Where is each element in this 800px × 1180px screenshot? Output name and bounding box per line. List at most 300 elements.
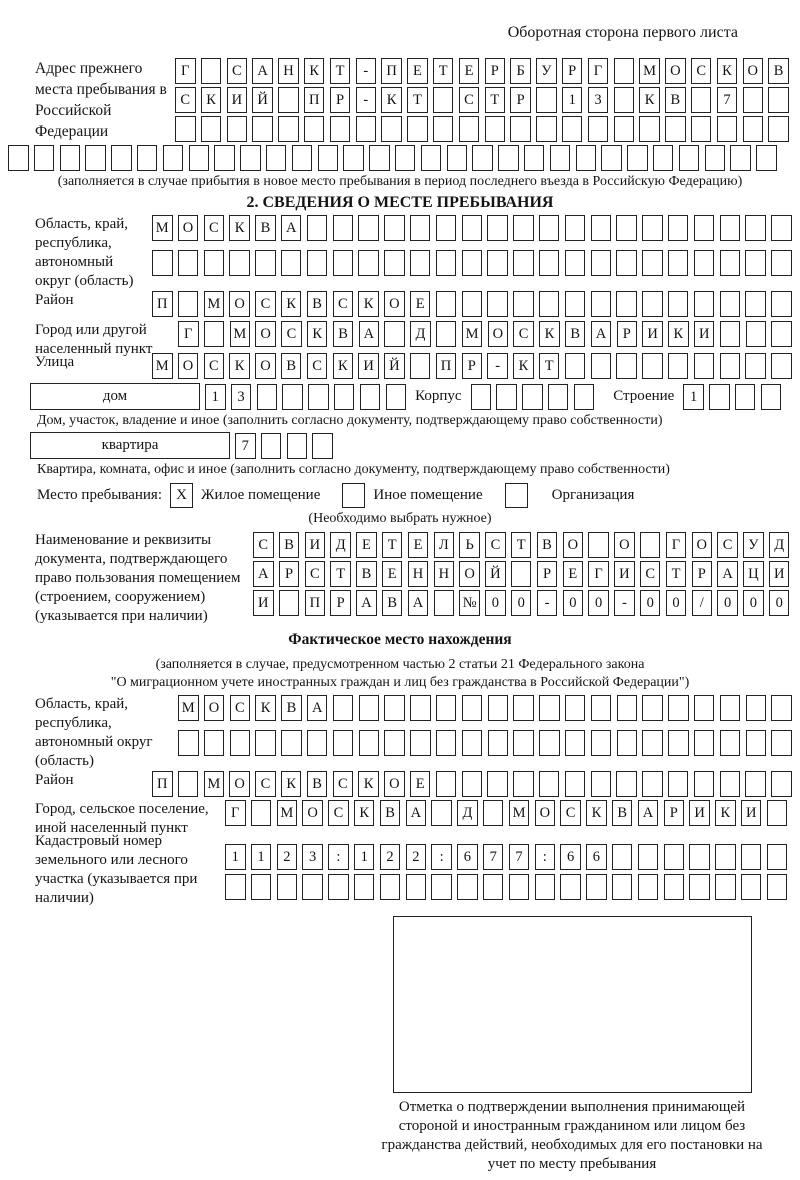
char-cell[interactable]: И	[769, 561, 790, 587]
char-cell[interactable]: О	[178, 353, 199, 379]
char-cell[interactable]	[536, 116, 557, 142]
char-cell[interactable]	[292, 145, 313, 171]
char-cell[interactable]: М	[204, 291, 225, 317]
char-cell[interactable]	[513, 695, 534, 721]
char-cell[interactable]: О	[384, 291, 405, 317]
char-cell[interactable]: 0	[666, 590, 687, 616]
char-cell[interactable]: Е	[382, 561, 403, 587]
other-premise-checkbox[interactable]	[342, 483, 365, 508]
char-cell[interactable]	[745, 771, 766, 797]
char-cell[interactable]	[627, 145, 648, 171]
char-cell[interactable]	[457, 874, 478, 900]
char-cell[interactable]: К	[201, 87, 222, 113]
char-cell[interactable]	[639, 116, 660, 142]
char-cell[interactable]: С	[204, 215, 225, 241]
char-cell[interactable]	[574, 384, 595, 410]
char-cell[interactable]: К	[333, 353, 354, 379]
char-cell[interactable]	[384, 215, 405, 241]
char-cell[interactable]	[410, 730, 431, 756]
char-cell[interactable]: К	[354, 800, 375, 826]
char-cell[interactable]	[498, 145, 519, 171]
char-cell[interactable]	[354, 874, 375, 900]
char-cell[interactable]	[616, 291, 637, 317]
char-cell[interactable]	[266, 145, 287, 171]
char-cell[interactable]	[591, 771, 612, 797]
char-cell[interactable]: Е	[407, 58, 428, 84]
char-cell[interactable]	[756, 145, 777, 171]
char-cell[interactable]	[312, 433, 333, 459]
char-cell[interactable]: 0	[588, 590, 609, 616]
char-cell[interactable]: Т	[382, 532, 403, 558]
char-cell[interactable]	[668, 695, 689, 721]
char-cell[interactable]	[472, 145, 493, 171]
char-cell[interactable]	[539, 250, 560, 276]
char-cell[interactable]: С	[227, 58, 248, 84]
char-cell[interactable]	[591, 215, 612, 241]
char-cell[interactable]: М	[178, 695, 199, 721]
char-cell[interactable]	[642, 250, 663, 276]
char-cell[interactable]	[616, 771, 637, 797]
char-cell[interactable]	[576, 145, 597, 171]
char-cell[interactable]	[328, 874, 349, 900]
char-cell[interactable]	[535, 874, 556, 900]
char-cell[interactable]: Р	[330, 87, 351, 113]
char-cell[interactable]	[384, 695, 405, 721]
char-cell[interactable]	[586, 874, 607, 900]
char-cell[interactable]	[307, 730, 328, 756]
char-cell[interactable]	[380, 874, 401, 900]
char-cell[interactable]	[741, 844, 762, 870]
char-cell[interactable]	[282, 384, 303, 410]
char-cell[interactable]	[513, 291, 534, 317]
char-cell[interactable]	[612, 874, 633, 900]
char-cell[interactable]: К	[513, 353, 534, 379]
char-cell[interactable]	[510, 116, 531, 142]
char-cell[interactable]: :	[328, 844, 349, 870]
char-cell[interactable]: М	[204, 771, 225, 797]
char-cell[interactable]: Е	[410, 291, 431, 317]
char-cell[interactable]: К	[539, 321, 560, 347]
char-cell[interactable]: А	[408, 590, 429, 616]
char-cell[interactable]	[565, 215, 586, 241]
char-cell[interactable]: М	[462, 321, 483, 347]
char-cell[interactable]: В	[565, 321, 586, 347]
char-cell[interactable]: К	[281, 291, 302, 317]
char-cell[interactable]	[34, 145, 55, 171]
char-cell[interactable]	[638, 844, 659, 870]
char-cell[interactable]: В	[255, 215, 276, 241]
char-cell[interactable]	[356, 116, 377, 142]
char-cell[interactable]	[668, 771, 689, 797]
char-cell[interactable]	[694, 353, 715, 379]
char-cell[interactable]: Л	[434, 532, 455, 558]
char-cell[interactable]	[565, 730, 586, 756]
char-cell[interactable]	[720, 215, 741, 241]
char-cell[interactable]	[189, 145, 210, 171]
char-cell[interactable]: 7	[235, 433, 256, 459]
char-cell[interactable]	[720, 730, 741, 756]
char-cell[interactable]	[668, 730, 689, 756]
char-cell[interactable]	[668, 215, 689, 241]
char-cell[interactable]: В	[307, 291, 328, 317]
char-cell[interactable]	[771, 695, 792, 721]
char-cell[interactable]	[384, 730, 405, 756]
char-cell[interactable]	[638, 874, 659, 900]
char-cell[interactable]: В	[382, 590, 403, 616]
char-cell[interactable]	[496, 384, 517, 410]
char-cell[interactable]	[488, 730, 509, 756]
char-cell[interactable]: 7	[483, 844, 504, 870]
char-cell[interactable]	[436, 695, 457, 721]
char-cell[interactable]	[225, 874, 246, 900]
char-cell[interactable]: П	[152, 771, 173, 797]
char-cell[interactable]	[745, 353, 766, 379]
char-cell[interactable]: К	[229, 215, 250, 241]
char-cell[interactable]	[730, 145, 751, 171]
char-cell[interactable]: И	[253, 590, 274, 616]
char-cell[interactable]	[483, 874, 504, 900]
char-cell[interactable]: 1	[683, 384, 704, 410]
char-cell[interactable]: Н	[408, 561, 429, 587]
char-cell[interactable]	[591, 730, 612, 756]
char-cell[interactable]	[431, 800, 452, 826]
char-cell[interactable]: Д	[330, 532, 351, 558]
char-cell[interactable]: Г	[225, 800, 246, 826]
char-cell[interactable]: 2	[277, 844, 298, 870]
char-cell[interactable]: Р	[462, 353, 483, 379]
char-cell[interactable]: С	[281, 321, 302, 347]
char-cell[interactable]	[640, 532, 661, 558]
char-cell[interactable]: В	[537, 532, 558, 558]
char-cell[interactable]	[715, 844, 736, 870]
char-cell[interactable]	[668, 353, 689, 379]
char-cell[interactable]	[251, 874, 272, 900]
char-cell[interactable]	[281, 250, 302, 276]
char-cell[interactable]: 0	[769, 590, 790, 616]
char-cell[interactable]: 0	[717, 590, 738, 616]
char-cell[interactable]: И	[642, 321, 663, 347]
char-cell[interactable]	[462, 291, 483, 317]
char-cell[interactable]: Н	[434, 561, 455, 587]
char-cell[interactable]: О	[255, 353, 276, 379]
char-cell[interactable]: В	[333, 321, 354, 347]
char-cell[interactable]	[433, 87, 454, 113]
char-cell[interactable]: Р	[692, 561, 713, 587]
char-cell[interactable]: О	[563, 532, 584, 558]
char-cell[interactable]: И	[305, 532, 326, 558]
char-cell[interactable]	[307, 215, 328, 241]
char-cell[interactable]	[278, 87, 299, 113]
char-cell[interactable]: Р	[279, 561, 300, 587]
char-cell[interactable]: :	[431, 844, 452, 870]
char-cell[interactable]: №	[459, 590, 480, 616]
char-cell[interactable]	[360, 384, 381, 410]
char-cell[interactable]	[462, 215, 483, 241]
char-cell[interactable]	[287, 433, 308, 459]
char-cell[interactable]: 3	[302, 844, 323, 870]
char-cell[interactable]	[588, 116, 609, 142]
char-cell[interactable]: М	[230, 321, 251, 347]
char-cell[interactable]	[694, 215, 715, 241]
char-cell[interactable]	[214, 145, 235, 171]
char-cell[interactable]: К	[307, 321, 328, 347]
char-cell[interactable]	[359, 695, 380, 721]
char-cell[interactable]	[601, 145, 622, 171]
char-cell[interactable]	[745, 250, 766, 276]
char-cell[interactable]: 0	[743, 590, 764, 616]
char-cell[interactable]: С	[255, 771, 276, 797]
char-cell[interactable]: О	[302, 800, 323, 826]
char-cell[interactable]: А	[253, 561, 274, 587]
char-cell[interactable]: 7	[509, 844, 530, 870]
char-cell[interactable]	[771, 771, 792, 797]
char-cell[interactable]: -	[487, 353, 508, 379]
char-cell[interactable]: Е	[408, 532, 429, 558]
char-cell[interactable]	[152, 250, 173, 276]
char-cell[interactable]: -	[356, 58, 377, 84]
char-cell[interactable]: А	[591, 321, 612, 347]
char-cell[interactable]	[767, 800, 788, 826]
char-cell[interactable]	[746, 695, 767, 721]
char-cell[interactable]	[560, 874, 581, 900]
char-cell[interactable]	[334, 384, 355, 410]
char-cell[interactable]: /	[692, 590, 713, 616]
char-cell[interactable]: К	[586, 800, 607, 826]
char-cell[interactable]	[720, 771, 741, 797]
char-cell[interactable]: Й	[485, 561, 506, 587]
char-cell[interactable]: И	[614, 561, 635, 587]
char-cell[interactable]	[694, 250, 715, 276]
char-cell[interactable]: В	[281, 695, 302, 721]
char-cell[interactable]	[333, 730, 354, 756]
char-cell[interactable]: С	[691, 58, 712, 84]
char-cell[interactable]	[462, 730, 483, 756]
char-cell[interactable]	[617, 695, 638, 721]
char-cell[interactable]: Д	[410, 321, 431, 347]
char-cell[interactable]	[642, 695, 663, 721]
char-cell[interactable]	[741, 874, 762, 900]
char-cell[interactable]	[406, 874, 427, 900]
char-cell[interactable]	[550, 145, 571, 171]
char-cell[interactable]: Г	[175, 58, 196, 84]
char-cell[interactable]: 1	[205, 384, 226, 410]
char-cell[interactable]: В	[380, 800, 401, 826]
char-cell[interactable]	[679, 145, 700, 171]
char-cell[interactable]	[668, 291, 689, 317]
char-cell[interactable]	[642, 291, 663, 317]
char-cell[interactable]	[591, 291, 612, 317]
char-cell[interactable]: 6	[457, 844, 478, 870]
char-cell[interactable]: С	[204, 353, 225, 379]
char-cell[interactable]	[204, 730, 225, 756]
char-cell[interactable]	[588, 532, 609, 558]
char-cell[interactable]: Б	[510, 58, 531, 84]
char-cell[interactable]	[694, 771, 715, 797]
char-cell[interactable]: О	[459, 561, 480, 587]
char-cell[interactable]	[436, 291, 457, 317]
char-cell[interactable]	[487, 215, 508, 241]
char-cell[interactable]: О	[178, 215, 199, 241]
char-cell[interactable]	[653, 145, 674, 171]
char-cell[interactable]	[279, 590, 300, 616]
char-cell[interactable]	[318, 145, 339, 171]
char-cell[interactable]	[771, 321, 792, 347]
char-cell[interactable]: Д	[769, 532, 790, 558]
char-cell[interactable]	[407, 116, 428, 142]
char-cell[interactable]: Г	[666, 532, 687, 558]
char-cell[interactable]: А	[359, 321, 380, 347]
char-cell[interactable]: А	[356, 590, 377, 616]
char-cell[interactable]: В	[307, 771, 328, 797]
char-cell[interactable]	[694, 291, 715, 317]
char-cell[interactable]	[642, 215, 663, 241]
char-cell[interactable]: Т	[330, 58, 351, 84]
char-cell[interactable]: 2	[380, 844, 401, 870]
char-cell[interactable]: С	[333, 771, 354, 797]
char-cell[interactable]	[771, 353, 792, 379]
char-cell[interactable]	[612, 844, 633, 870]
char-cell[interactable]	[614, 87, 635, 113]
char-cell[interactable]	[278, 116, 299, 142]
char-cell[interactable]	[227, 116, 248, 142]
char-cell[interactable]	[745, 215, 766, 241]
char-cell[interactable]	[257, 384, 278, 410]
char-cell[interactable]	[381, 116, 402, 142]
char-cell[interactable]: С	[485, 532, 506, 558]
char-cell[interactable]: П	[381, 58, 402, 84]
char-cell[interactable]	[642, 353, 663, 379]
char-cell[interactable]	[261, 433, 282, 459]
char-cell[interactable]	[60, 145, 81, 171]
char-cell[interactable]	[705, 145, 726, 171]
char-cell[interactable]	[746, 730, 767, 756]
char-cell[interactable]: Е	[410, 771, 431, 797]
char-cell[interactable]: О	[255, 321, 276, 347]
char-cell[interactable]	[386, 384, 407, 410]
char-cell[interactable]	[204, 250, 225, 276]
char-cell[interactable]: В	[768, 58, 789, 84]
char-cell[interactable]: 0	[485, 590, 506, 616]
char-cell[interactable]: П	[436, 353, 457, 379]
char-cell[interactable]	[642, 730, 663, 756]
char-cell[interactable]: А	[307, 695, 328, 721]
char-cell[interactable]	[715, 874, 736, 900]
char-cell[interactable]: М	[152, 215, 173, 241]
char-cell[interactable]	[251, 800, 272, 826]
char-cell[interactable]	[664, 844, 685, 870]
char-cell[interactable]	[745, 291, 766, 317]
char-cell[interactable]	[230, 730, 251, 756]
char-cell[interactable]: -	[614, 590, 635, 616]
char-cell[interactable]: С	[459, 87, 480, 113]
char-cell[interactable]	[771, 250, 792, 276]
char-cell[interactable]: Е	[459, 58, 480, 84]
char-cell[interactable]	[565, 291, 586, 317]
char-cell[interactable]	[163, 145, 184, 171]
char-cell[interactable]: Р	[664, 800, 685, 826]
char-cell[interactable]: Т	[539, 353, 560, 379]
char-cell[interactable]	[343, 145, 364, 171]
char-cell[interactable]: Г	[588, 561, 609, 587]
char-cell[interactable]	[616, 215, 637, 241]
char-cell[interactable]: Р	[562, 58, 583, 84]
char-cell[interactable]	[483, 800, 504, 826]
char-cell[interactable]	[369, 145, 390, 171]
char-cell[interactable]: Й	[252, 87, 273, 113]
char-cell[interactable]	[281, 730, 302, 756]
char-cell[interactable]	[395, 145, 416, 171]
char-cell[interactable]	[691, 116, 712, 142]
char-cell[interactable]: Т	[433, 58, 454, 84]
char-cell[interactable]	[436, 771, 457, 797]
char-cell[interactable]: Р	[485, 58, 506, 84]
char-cell[interactable]	[410, 695, 431, 721]
char-cell[interactable]	[513, 771, 534, 797]
char-cell[interactable]	[471, 384, 492, 410]
char-cell[interactable]: 1	[354, 844, 375, 870]
char-cell[interactable]: К	[639, 87, 660, 113]
char-cell[interactable]	[717, 116, 738, 142]
char-cell[interactable]: -	[537, 590, 558, 616]
char-cell[interactable]: П	[305, 590, 326, 616]
char-cell[interactable]	[487, 250, 508, 276]
char-cell[interactable]: Ь	[459, 532, 480, 558]
char-cell[interactable]	[333, 695, 354, 721]
char-cell[interactable]	[333, 215, 354, 241]
char-cell[interactable]	[410, 215, 431, 241]
char-cell[interactable]: И	[227, 87, 248, 113]
char-cell[interactable]: Т	[666, 561, 687, 587]
char-cell[interactable]: С	[230, 695, 251, 721]
char-cell[interactable]: О	[743, 58, 764, 84]
char-cell[interactable]: 2	[406, 844, 427, 870]
char-cell[interactable]	[447, 145, 468, 171]
char-cell[interactable]	[509, 874, 530, 900]
char-cell[interactable]	[513, 250, 534, 276]
char-cell[interactable]: :	[535, 844, 556, 870]
char-cell[interactable]	[694, 730, 715, 756]
char-cell[interactable]	[709, 384, 730, 410]
char-cell[interactable]	[694, 695, 715, 721]
char-cell[interactable]: А	[252, 58, 273, 84]
char-cell[interactable]	[689, 844, 710, 870]
char-cell[interactable]	[421, 145, 442, 171]
char-cell[interactable]	[436, 250, 457, 276]
char-cell[interactable]	[767, 874, 788, 900]
char-cell[interactable]	[539, 771, 560, 797]
char-cell[interactable]: К	[717, 58, 738, 84]
char-cell[interactable]	[462, 250, 483, 276]
char-cell[interactable]: У	[536, 58, 557, 84]
char-cell[interactable]	[720, 695, 741, 721]
char-cell[interactable]: Т	[485, 87, 506, 113]
char-cell[interactable]: 6	[586, 844, 607, 870]
char-cell[interactable]	[767, 844, 788, 870]
char-cell[interactable]	[591, 695, 612, 721]
char-cell[interactable]: А	[638, 800, 659, 826]
char-cell[interactable]	[689, 874, 710, 900]
char-cell[interactable]: К	[255, 695, 276, 721]
char-cell[interactable]	[616, 250, 637, 276]
char-cell[interactable]: Г	[588, 58, 609, 84]
char-cell[interactable]	[436, 321, 457, 347]
char-cell[interactable]: Р	[537, 561, 558, 587]
char-cell[interactable]	[761, 384, 782, 410]
char-cell[interactable]	[178, 771, 199, 797]
char-cell[interactable]	[771, 291, 792, 317]
char-cell[interactable]: И	[741, 800, 762, 826]
char-cell[interactable]: Т	[330, 561, 351, 587]
